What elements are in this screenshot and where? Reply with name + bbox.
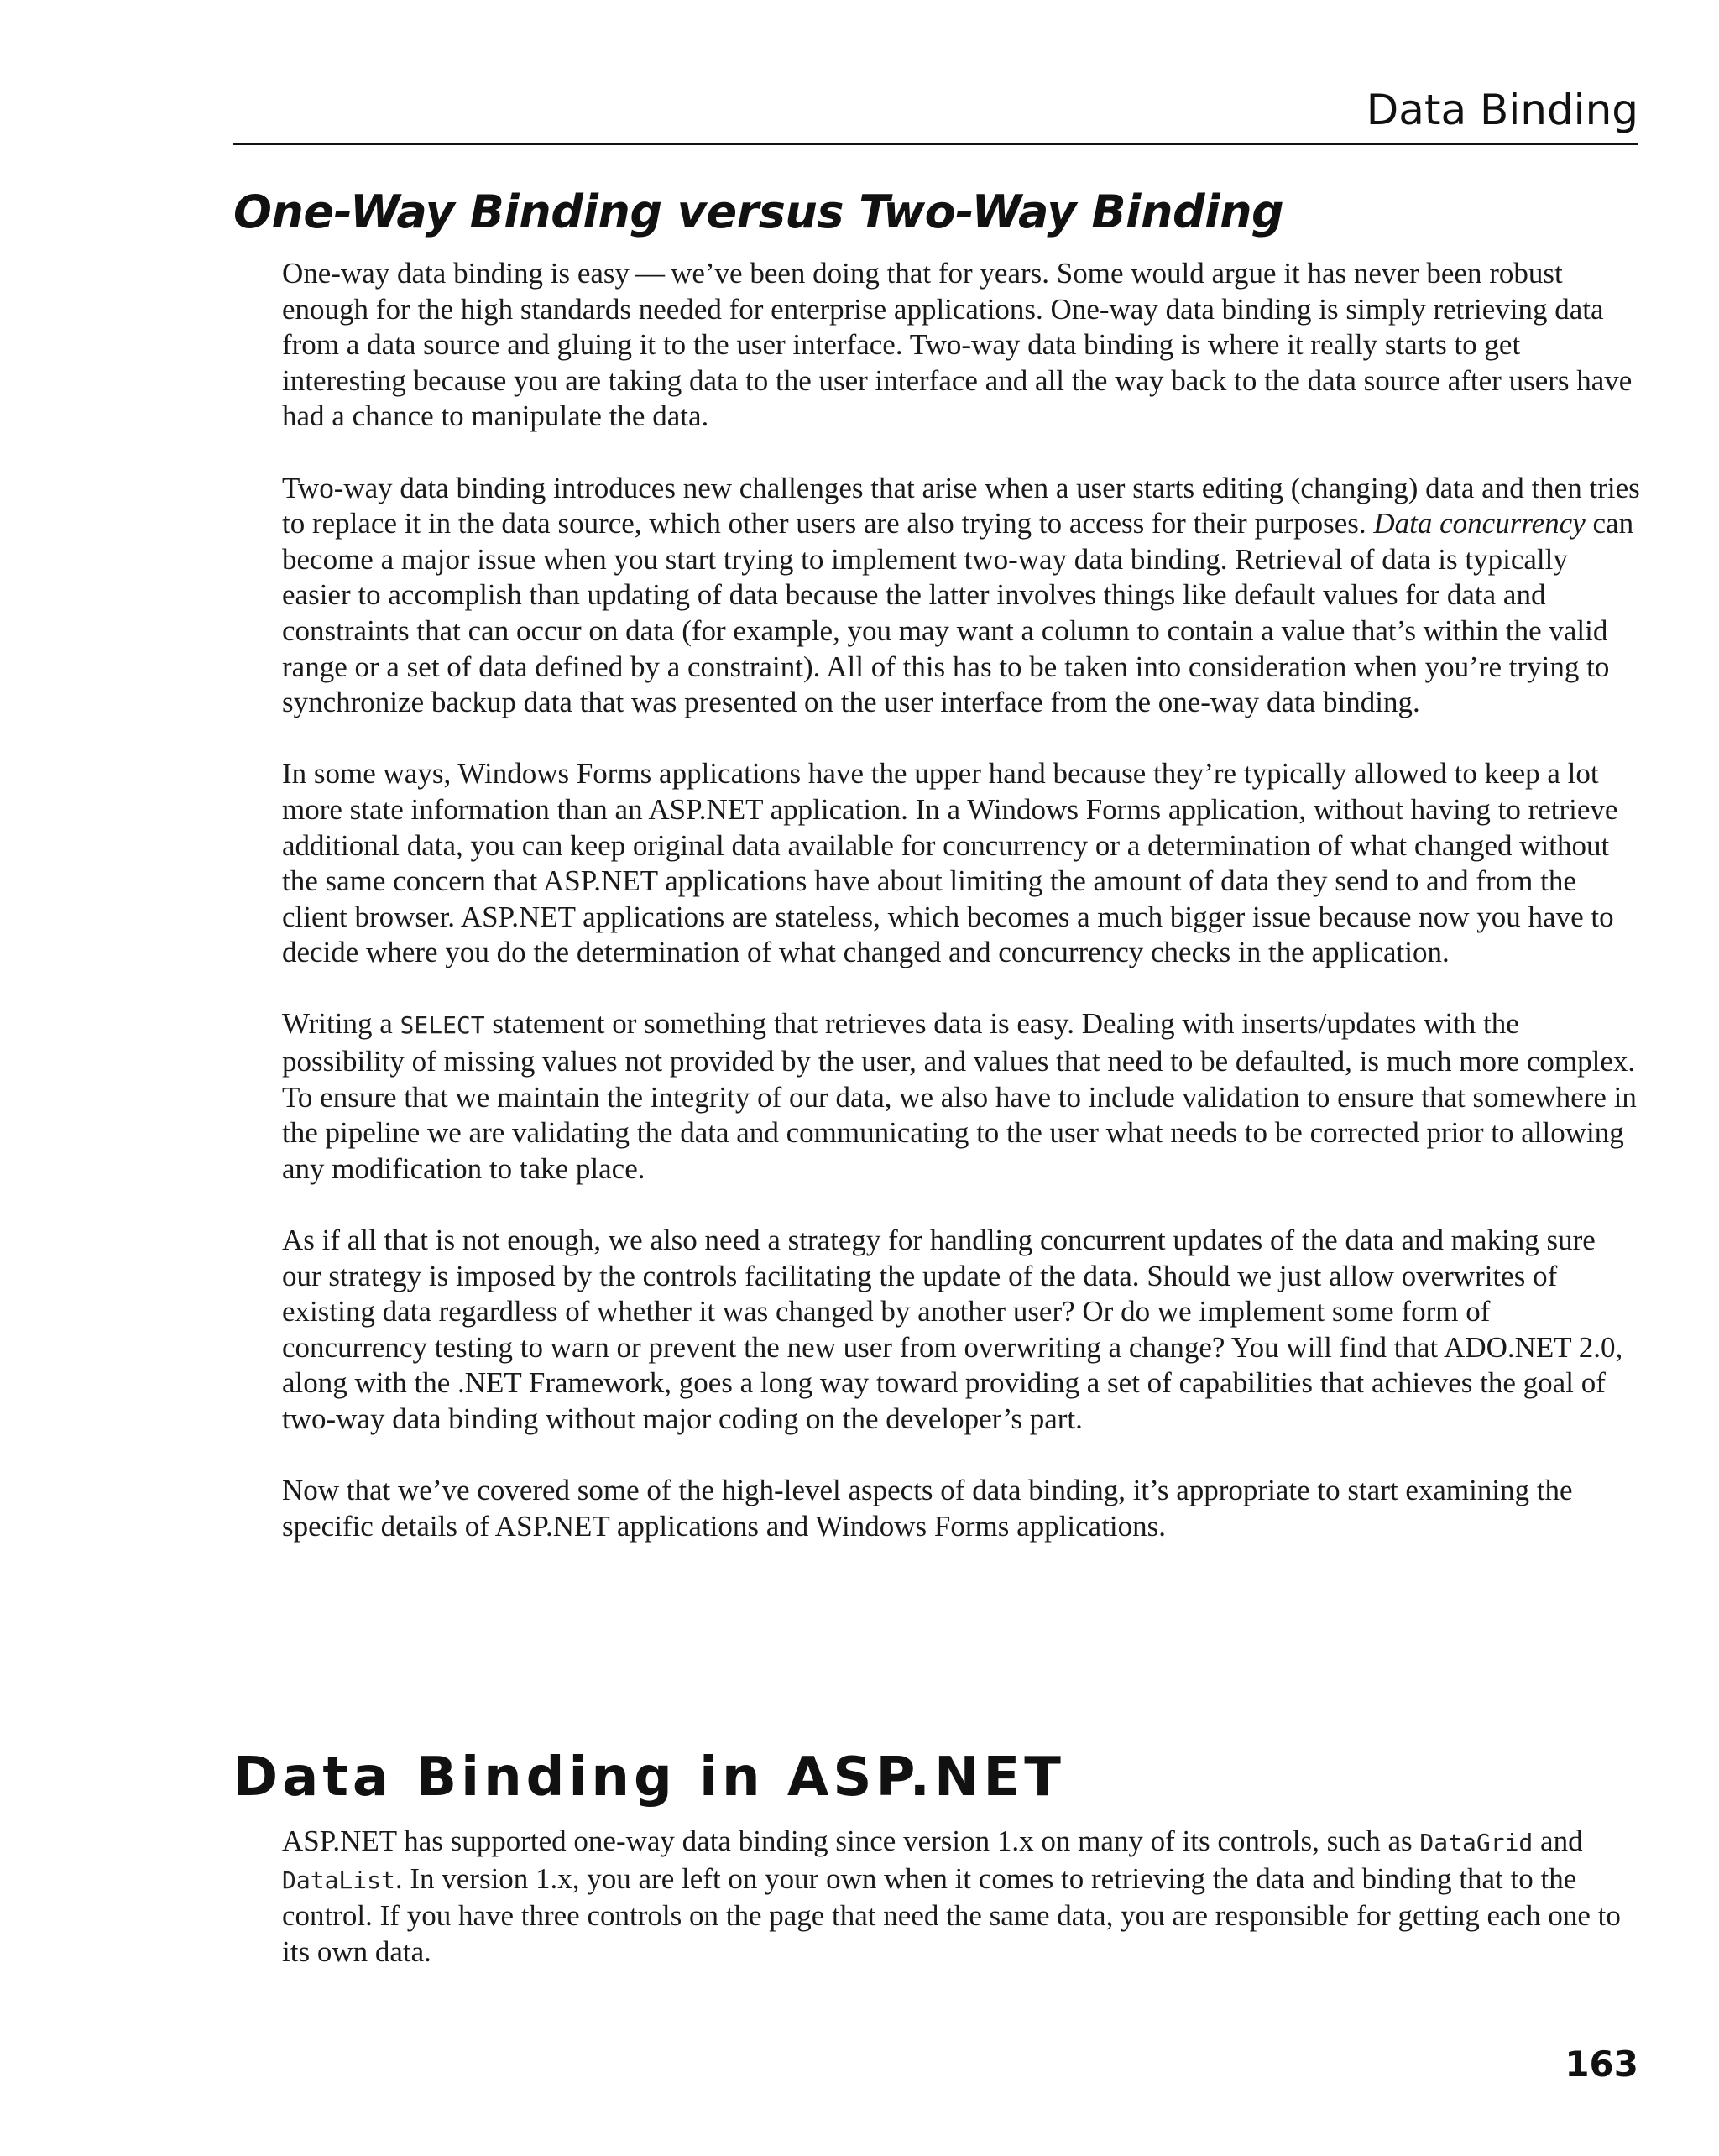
paragraph: As if all that is not enough, we also need a strategy for handling concurrent updates of the data and making sure our strategy is imposed by the controls facilitating the update of the data. Should we just allow overwrites of existing data regardless of whether it was changed by another user? Or do we implement some form of concurrency testing to warn or prevent the new user from overwriting a change? You will find that ADO.NET 2.0, along with the .NET Framework, goes a long way toward providing a set of capabilities that achieves the goal of two-way data binding without major coding on the developer’s part. (282, 1224, 1623, 1435)
text-run: and (1540, 1825, 1583, 1857)
emphasis-term: Data concurrency (1373, 507, 1586, 540)
paragraph (282, 471, 1640, 721)
text-run: . In version 1.x, you are left on your own when it comes to retrieving the data and binding that to the control. If you have three controls on the page that need the same data, you are responsible for getting each one to its own data. (282, 1861, 1621, 1968)
section-two-body (282, 1824, 1640, 1970)
text-run: ASP.NET has supported one-way data binding since version 1.x on many of its controls, such as (282, 1825, 1413, 1857)
paragraph (282, 1824, 1640, 1970)
code-class-name: DataList (282, 1866, 395, 1894)
paragraph: Now that we’ve covered some of the high-level aspects of data binding, it’s appropriate to start examining the specific details of ASP.NET applications and Windows Forms applications. (282, 1474, 1573, 1543)
code-class-name: DataGrid (1419, 1829, 1534, 1856)
text-run: can become a major issue when you start trying to implement two-way data binding. Retrieval of data is typically easier to accomplish than updating of data because the latter involves things like default values for data and constraints that can occur on data (for example, you may want a column to contain a value that’s within the valid range or a set of data defined by a constraint). All of this has to be taken into consideration when you’re trying to synchronize backup data that was presented on the user interface from the one-way data binding. (282, 507, 1634, 719)
code-keyword: SELECT (400, 1011, 485, 1040)
page-number: 163 (1565, 2044, 1638, 2085)
text-run: Writing a (282, 1007, 393, 1041)
text-run: statement or something that retrieves data is easy. Dealing with inserts/updates with the possibility of missing values not provided by the user, and values that need to be defaulted, is much more complex. To ensure that we maintain the integrity of our data, we also have to include validation to ensure that somewhere in the pipeline we are validating the data and communicating to the user what needs to be corrected prior to allowing any modification to take place. (282, 1007, 1637, 1185)
text-run: Two-way data binding introduces new challenges that arise when a user starts editing (changing) data and then tries to replace it in the data source, which other users are also trying to access for their purposes. (282, 471, 1640, 540)
paragraph: In some ways, Windows Forms applications have the upper hand because they’re typically allowed to keep a lot more state information than an ASP.NET application. In a Windows Forms application, without having to retrieve additional data, you can keep original data available for concurrency or a determination of what changed without the same concern that ASP.NET applications have about limiting the amount of data they send to and from the client browser. ASP.NET applications are stateless, which becomes a much bigger issue because now you have to decide where you do the determination of what changed and concurrency checks in the application. (282, 757, 1618, 969)
section-one-body (282, 256, 1640, 1544)
section-heading-one-way-vs-two-way: One-Way Binding versus Two-Way Binding (233, 185, 1284, 238)
running-head: Data Binding (233, 84, 1638, 145)
section-heading-data-binding-aspnet: Data Binding in ASP.NET (233, 1746, 1065, 1809)
paragraph: One-way data binding is easy — we’ve been doing that for years. Some would argue it has never been robust enough for the high standards needed for enterprise applications. One-way data binding is simply retrieving data from a data source and gluing it to the user interface. Two-way data binding is where it really starts to get interesting because you are taking data to the user interface and all the way back to the data source after users have had a chance to manipulate the data. (282, 257, 1633, 433)
paragraph (282, 1006, 1640, 1187)
